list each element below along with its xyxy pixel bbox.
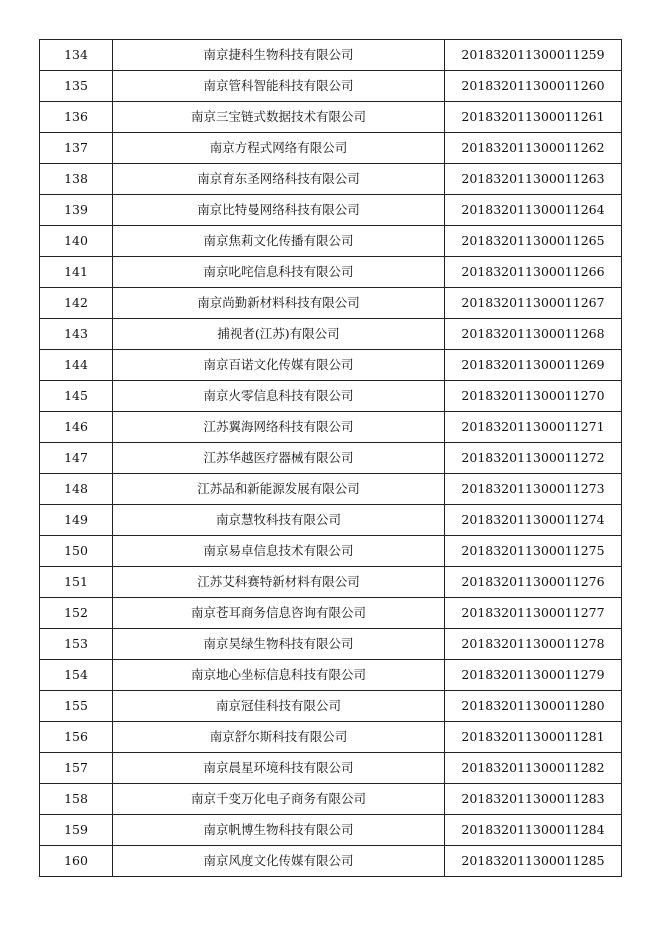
table-row — [40, 753, 622, 784]
row-number-cell: 134 — [40, 40, 113, 71]
company-name-cell: 南京昊绿生物科技有限公司 — [113, 629, 445, 660]
registration-code-cell: 201832011300011268 — [445, 319, 622, 350]
company-name-cell: 南京比特曼网络科技有限公司 — [113, 195, 445, 226]
registration-code-cell: 201832011300011263 — [445, 164, 622, 195]
row-number-cell: 156 — [40, 722, 113, 753]
registration-code-cell: 201832011300011261 — [445, 102, 622, 133]
table-row — [40, 567, 622, 598]
registration-code-cell: 201832011300011283 — [445, 784, 622, 815]
registration-code-cell: 201832011300011270 — [445, 381, 622, 412]
table-row — [40, 381, 622, 412]
company-name-cell: 南京晨星环境科技有限公司 — [113, 753, 445, 784]
row-number-cell: 157 — [40, 753, 113, 784]
table-row — [40, 474, 622, 505]
table-row — [40, 102, 622, 133]
row-number-cell: 159 — [40, 815, 113, 846]
table-row — [40, 722, 622, 753]
company-name-cell: 南京三宝链式数据技术有限公司 — [113, 102, 445, 133]
registration-code-cell: 201832011300011271 — [445, 412, 622, 443]
company-name-cell: 南京慧牧科技有限公司 — [113, 505, 445, 536]
registry-table-body — [40, 40, 622, 877]
row-number-cell: 138 — [40, 164, 113, 195]
registration-code-cell: 201832011300011265 — [445, 226, 622, 257]
company-name-cell: 南京千变万化电子商务有限公司 — [113, 784, 445, 815]
table-row — [40, 629, 622, 660]
row-number-cell: 154 — [40, 660, 113, 691]
company-name-cell: 江苏翼海网络科技有限公司 — [113, 412, 445, 443]
registration-code-cell: 201832011300011285 — [445, 846, 622, 877]
table-row — [40, 505, 622, 536]
row-number-cell: 158 — [40, 784, 113, 815]
registration-code-cell: 201832011300011262 — [445, 133, 622, 164]
registration-code-cell: 201832011300011282 — [445, 753, 622, 784]
row-number-cell: 137 — [40, 133, 113, 164]
company-name-cell: 南京火零信息科技有限公司 — [113, 381, 445, 412]
table-row — [40, 598, 622, 629]
table-row — [40, 443, 622, 474]
row-number-cell: 151 — [40, 567, 113, 598]
company-name-cell: 南京舒尔斯科技有限公司 — [113, 722, 445, 753]
company-name-cell: 捕视者(江苏)有限公司 — [113, 319, 445, 350]
row-number-cell: 152 — [40, 598, 113, 629]
company-name-cell: 南京易卓信息技术有限公司 — [113, 536, 445, 567]
company-name-cell: 南京地心坐标信息科技有限公司 — [113, 660, 445, 691]
row-number-cell: 142 — [40, 288, 113, 319]
row-number-cell: 148 — [40, 474, 113, 505]
row-number-cell: 145 — [40, 381, 113, 412]
company-name-cell: 南京百诺文化传媒有限公司 — [113, 350, 445, 381]
table-row — [40, 846, 622, 877]
table-row — [40, 71, 622, 102]
company-name-cell: 南京帆博生物科技有限公司 — [113, 815, 445, 846]
table-row — [40, 691, 622, 722]
table-row — [40, 536, 622, 567]
row-number-cell: 143 — [40, 319, 113, 350]
registration-code-cell: 201832011300011278 — [445, 629, 622, 660]
company-name-cell: 南京苍耳商务信息咨询有限公司 — [113, 598, 445, 629]
registration-code-cell: 201832011300011273 — [445, 474, 622, 505]
table-row — [40, 319, 622, 350]
row-number-cell: 150 — [40, 536, 113, 567]
company-name-cell: 江苏艾科赛特新材料有限公司 — [113, 567, 445, 598]
registration-code-cell: 201832011300011269 — [445, 350, 622, 381]
row-number-cell: 160 — [40, 846, 113, 877]
row-number-cell: 140 — [40, 226, 113, 257]
table-row — [40, 784, 622, 815]
row-number-cell: 135 — [40, 71, 113, 102]
table-row — [40, 164, 622, 195]
row-number-cell: 141 — [40, 257, 113, 288]
registration-code-cell: 201832011300011281 — [445, 722, 622, 753]
table-row — [40, 350, 622, 381]
row-number-cell: 155 — [40, 691, 113, 722]
company-name-cell: 南京方程式网络有限公司 — [113, 133, 445, 164]
registration-code-cell: 201832011300011279 — [445, 660, 622, 691]
table-row — [40, 257, 622, 288]
table-row — [40, 288, 622, 319]
registration-code-cell: 201832011300011274 — [445, 505, 622, 536]
registration-code-cell: 201832011300011264 — [445, 195, 622, 226]
company-name-cell: 南京风度文化传媒有限公司 — [113, 846, 445, 877]
table-row — [40, 133, 622, 164]
company-name-cell: 江苏华越医疗器械有限公司 — [113, 443, 445, 474]
registration-code-cell: 201832011300011280 — [445, 691, 622, 722]
table-row — [40, 815, 622, 846]
registration-code-cell: 201832011300011272 — [445, 443, 622, 474]
row-number-cell: 147 — [40, 443, 113, 474]
registration-code-cell: 201832011300011277 — [445, 598, 622, 629]
row-number-cell: 144 — [40, 350, 113, 381]
row-number-cell: 139 — [40, 195, 113, 226]
row-number-cell: 136 — [40, 102, 113, 133]
row-number-cell: 146 — [40, 412, 113, 443]
registration-code-cell: 201832011300011275 — [445, 536, 622, 567]
table-row — [40, 226, 622, 257]
table-row — [40, 40, 622, 71]
table-row — [40, 412, 622, 443]
table-row — [40, 660, 622, 691]
company-registry-table — [39, 39, 622, 877]
company-name-cell: 南京尚勤新材料科技有限公司 — [113, 288, 445, 319]
registration-code-cell: 201832011300011284 — [445, 815, 622, 846]
company-name-cell: 南京管科智能科技有限公司 — [113, 71, 445, 102]
registration-code-cell: 201832011300011267 — [445, 288, 622, 319]
registration-code-cell: 201832011300011260 — [445, 71, 622, 102]
company-name-cell: 江苏品和新能源发展有限公司 — [113, 474, 445, 505]
registration-code-cell: 201832011300011266 — [445, 257, 622, 288]
table-row — [40, 195, 622, 226]
company-name-cell: 南京育东圣网络科技有限公司 — [113, 164, 445, 195]
company-name-cell: 南京焦莉文化传播有限公司 — [113, 226, 445, 257]
row-number-cell: 153 — [40, 629, 113, 660]
registration-code-cell: 201832011300011259 — [445, 40, 622, 71]
company-name-cell: 南京冠佳科技有限公司 — [113, 691, 445, 722]
row-number-cell: 149 — [40, 505, 113, 536]
registration-code-cell: 201832011300011276 — [445, 567, 622, 598]
company-name-cell: 南京捷科生物科技有限公司 — [113, 40, 445, 71]
company-name-cell: 南京叱咤信息科技有限公司 — [113, 257, 445, 288]
